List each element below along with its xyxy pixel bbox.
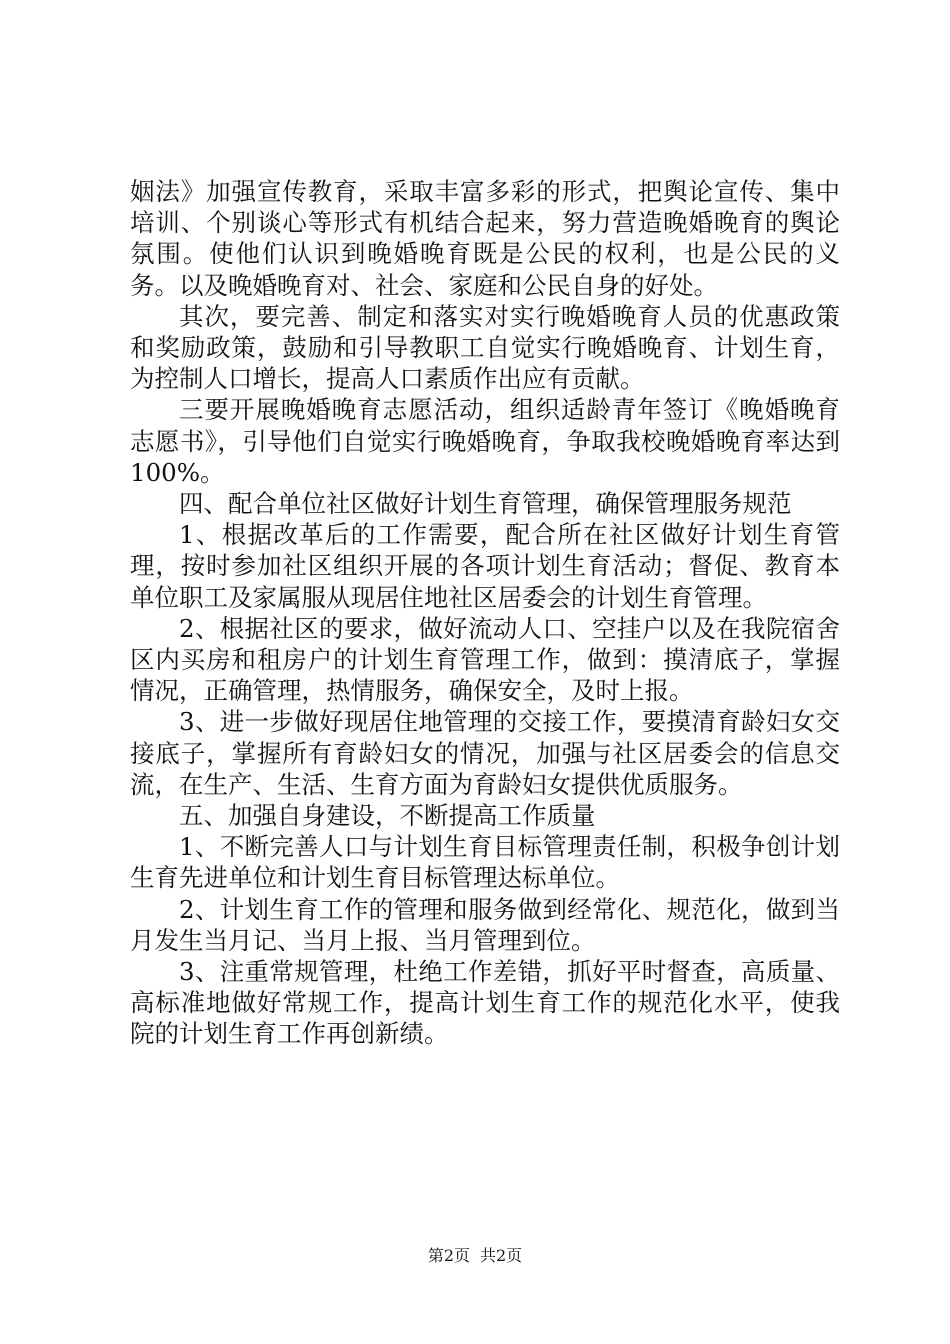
paragraph-3: 三要开展晚婚晚育志愿活动，组织适龄青年签订《晚婚晚育志愿书》，引导他们自觉实行晚婚晚育，争取我校晚婚晚育率达到100%。 <box>130 395 840 487</box>
page-footer <box>0 1246 950 1266</box>
paragraph-4-3: 3、进一步做好现居住地管理的交接工作，要摸清育龄妇女交接底子，掌握所有育龄妇女的情况，加强与社区居委会的信息交流，在生产、生活、生育方面为育龄妇女提供优质服务。 <box>130 707 840 799</box>
paragraph-4-2: 2、根据社区的要求，做好流动人口、空挂户以及在我院宿舍区内买房和租房户的计划生育管理工作，做到：摸清底子，掌握情况，正确管理，热情服务，确保安全，及时上报。 <box>130 613 840 706</box>
paragraph-5-2: 2、计划生育工作的管理和服务做到经常化、规范化，做到当月发生当月记、当月上报、当月管理到位。 <box>130 894 840 955</box>
paragraph-5-1: 1、不断完善人口与计划生育目标管理责任制，积极争创计划生育先进单位和计划生育目标管理达标单位。 <box>130 832 840 893</box>
paragraph-1: 姻法》加强宣传教育，采取丰富多彩的形式，把舆论宣传、集中培训、个别谈心等形式有机结合起来，努力营造晚婚晚育的舆论氛围。使他们认识到晚婚晚育既是公民的权利，也是公民的义务。以及晚婚晚育对、社会、家庭和公民自身的好处。 <box>130 177 840 300</box>
paragraph-2: 其次，要完善、制定和落实对实行晚婚晚育人员的优惠政策和奖励政策，鼓励和引导教职工自觉实行晚婚晚育、计划生育，为控制人口增长，提高人口素质作出应有贡献。 <box>130 301 840 394</box>
section-heading-5: 五、加强自身建设，不断提高工作质量 <box>179 801 596 831</box>
paragraph-5-3: 3、注重常规管理，杜绝工作差错，抓好平时督查，高质量、高标准地做好常规工作，提高计划生育工作的规范化水平，使我院的计划生育工作再创新绩。 <box>130 957 840 1049</box>
page-number: 第2页 <box>427 1246 470 1265</box>
page-total: 共2页 <box>480 1246 523 1265</box>
document-body <box>130 176 840 1050</box>
section-heading-4: 四、配合单位社区做好计划生育管理，确保管理服务规范 <box>179 489 792 519</box>
paragraph-4-1: 1、根据改革后的工作需要，配合所在社区做好计划生育管理，按时参加社区组织开展的各项计划生育活动；督促、教育本单位职工及家属服从现居住地社区居委会的计划生育管理。 <box>130 520 840 612</box>
